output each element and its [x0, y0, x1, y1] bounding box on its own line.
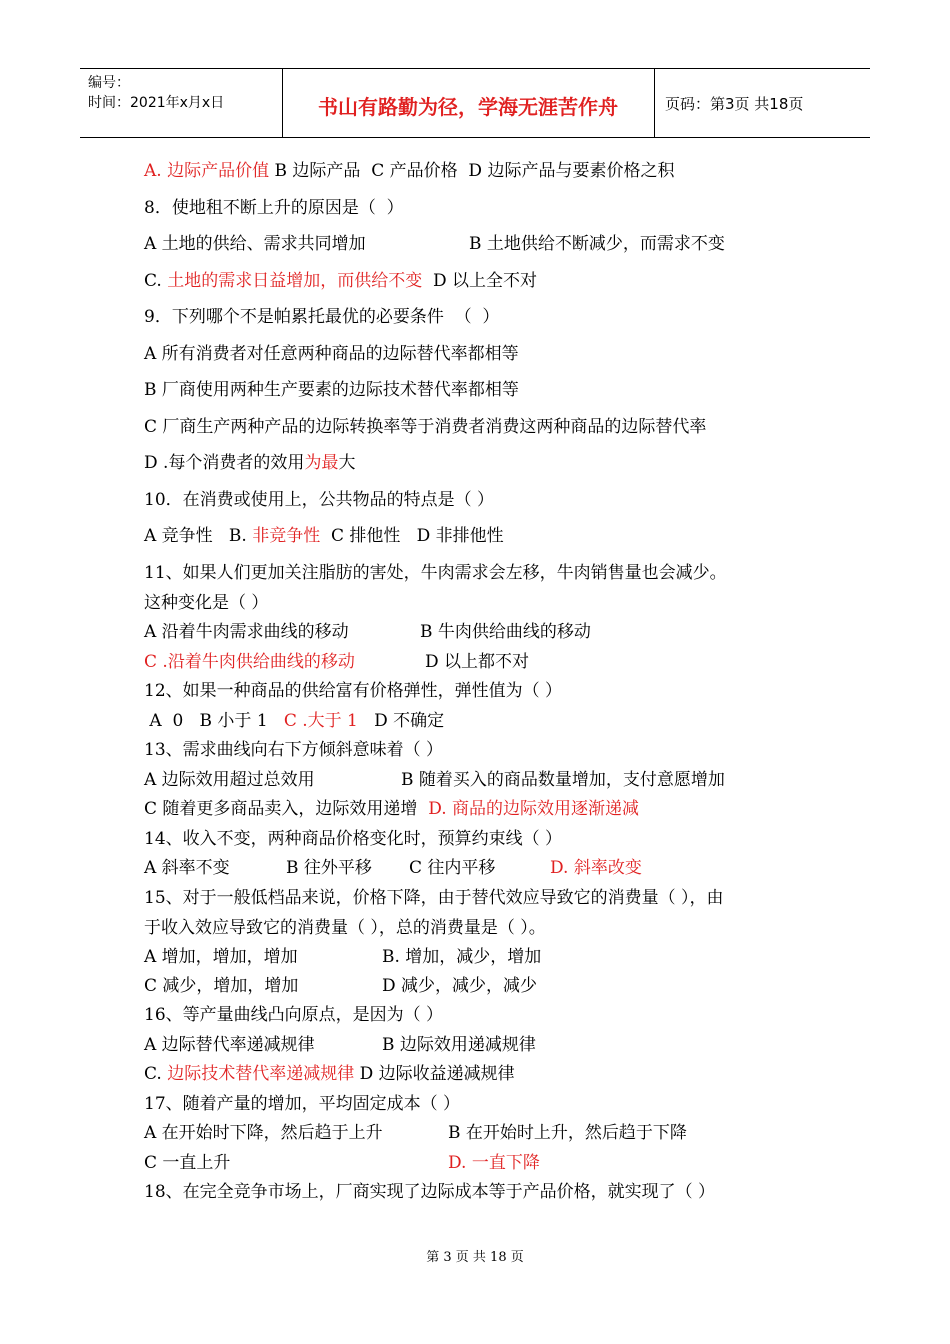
text-line [144, 562, 727, 584]
document-number-label: 编号： [88, 75, 130, 91]
line-text: B 边际效用递减规律 [382, 1035, 536, 1055]
text-line [144, 416, 706, 438]
answer-text: D. 商品的边际效用逐渐递减 [428, 799, 640, 819]
line-text: D 减少，减少，减少 [382, 976, 538, 996]
text-line [144, 710, 444, 732]
line-text: C 一直上升 [144, 1153, 231, 1173]
page-footer: 第 3 页 共 18 页 [426, 1250, 524, 1265]
line-text: 10．在消费或使用上，公共物品的特点是（ ） [144, 490, 495, 510]
line-text: A 边际替代率递减规律 [144, 1035, 315, 1055]
text-line [144, 1122, 687, 1144]
line-text: D 不确定 [357, 711, 445, 731]
line-text: 14、收入不变，两种商品价格变化时，预算约束线（ ） [144, 829, 563, 849]
text-line [144, 1181, 715, 1203]
line-text: 13、需求曲线向右下方倾斜意味着（ ） [144, 740, 444, 760]
text-line [144, 1063, 515, 1085]
line-text: C. [144, 1064, 168, 1084]
line-text: B 在开始时上升，然后趋于下降 [448, 1123, 687, 1143]
line-text: A 斜率不变 [144, 858, 230, 878]
line-text: A 所有消费者对任意两种商品的边际替代率都相等 [144, 344, 519, 364]
answer-text: 非竞争性 [252, 526, 321, 546]
line-text: A 竞争性 B. [144, 526, 253, 546]
header-meta [88, 73, 224, 113]
line-text: 8．使地租不断上升的原因是（ ） [144, 198, 404, 218]
text-line [144, 887, 724, 909]
line-text: 15、对于一般低档品来说，价格下降，由于替代效应导致它的消费量（ ），由 [144, 888, 724, 908]
line-text: A 沿着牛肉需求曲线的移动 [144, 622, 349, 642]
line-text: C 厂商生产两种产品的边际转换率等于消费者消费这两种商品的边际替代率 [144, 417, 707, 437]
line-text: C 随着更多商品卖入，边际效用递增 [144, 799, 429, 819]
text-line [144, 917, 546, 939]
line-text: C 往内平移 [409, 858, 496, 878]
answer-text: A. 边际产品价值 [144, 161, 270, 181]
text-line [144, 798, 639, 820]
line-text: A 在开始时下降，然后趋于上升 [144, 1123, 383, 1143]
answer-text: 为最 [304, 453, 339, 473]
text-line [144, 489, 494, 511]
line-text: 大 [338, 453, 356, 473]
line-text: B 往外平移 [286, 858, 372, 878]
header-divider [654, 69, 655, 137]
text-line [144, 1152, 540, 1174]
text-line [144, 452, 355, 474]
text-line [144, 306, 499, 328]
text-line [144, 379, 519, 401]
text-line [144, 739, 443, 761]
line-text: 9．下列哪个不是帕累托最优的必要条件 （ ） [144, 307, 500, 327]
line-text: 11、如果人们更加关注脂肪的害处，牛肉需求会左移，牛肉销售量也会减少。 [144, 563, 727, 583]
line-text: A 边际效用超过总效用 [144, 770, 315, 790]
line-text: A 0 B 小于 1 [144, 711, 284, 731]
answer-text: C .沿着牛肉供给曲线的移动 [144, 652, 355, 672]
text-line [144, 197, 404, 219]
text-line [144, 946, 542, 968]
answer-text: 土地的需求日益增加，而供给不变 [167, 271, 423, 291]
text-line [144, 1004, 443, 1026]
answer-text: 边际技术替代率递减规律 [167, 1064, 355, 1084]
line-text: B 随着买入的商品数量增加，支付意愿增加 [401, 770, 725, 790]
line-text: 17、随着产量的增加，平均固定成本（ ） [144, 1094, 461, 1114]
text-line [144, 975, 538, 997]
line-text: C 排他性 D 非排他性 [320, 526, 504, 546]
line-text: 这种变化是（ ） [144, 593, 269, 613]
text-line [144, 343, 519, 365]
line-text: 18、在完全竞争市场上，厂商实现了边际成本等于产品价格，就实现了（ ） [144, 1182, 716, 1202]
line-text: C 减少，增加，增加 [144, 976, 299, 996]
text-line [144, 525, 504, 547]
line-text: B 厂商使用两种生产要素的边际技术替代率都相等 [144, 380, 519, 400]
line-text: A 土地的供给、需求共同增加 [144, 234, 366, 254]
line-text: B. 增加，减少，增加 [382, 947, 542, 967]
line-text: D 以上全不对 [422, 271, 538, 291]
answer-text: D. 斜率改变 [550, 858, 642, 878]
line-text: 16、等产量曲线凸向原点，是因为（ ） [144, 1005, 444, 1025]
text-line [144, 680, 562, 702]
line-text: B 边际产品 C 产品价格 D 边际产品与要素价格之积 [269, 161, 675, 181]
answer-text: D. 一直下降 [448, 1153, 540, 1173]
text-line [144, 857, 642, 879]
text-line [144, 621, 591, 643]
line-text: 于收入效应导致它的消费量（ ），总的消费量是（ ）。 [144, 918, 546, 938]
document-time-label: 时间：2021年x月x日 [88, 95, 225, 111]
line-text: D 以上都不对 [425, 652, 530, 672]
text-line [144, 1093, 460, 1115]
text-line [144, 828, 562, 850]
text-line [144, 1034, 536, 1056]
text-line [144, 233, 725, 255]
line-text: D .每个消费者的效用 [144, 453, 305, 473]
line-text: B 牛肉供给曲线的移动 [420, 622, 591, 642]
text-line [144, 160, 674, 182]
header-page-info: 页码：第3页 共18页 [665, 95, 804, 113]
line-text: A 增加，增加，增加 [144, 947, 298, 967]
line-text: 12、如果一种商品的供给富有价格弹性，弹性值为（ ） [144, 681, 563, 701]
text-line [144, 270, 537, 292]
line-text: B 土地供给不断减少，而需求不变 [469, 234, 725, 254]
page-header [80, 68, 870, 138]
line-text: C. [144, 271, 168, 291]
text-line [144, 769, 725, 791]
answer-text: C .大于 1 [283, 711, 358, 731]
header-motto: 书山有路勤为径，学海无涯苦作舟 [318, 95, 618, 119]
text-line [144, 592, 268, 614]
text-line [144, 651, 530, 673]
line-text: D 边际收益递减规律 [354, 1064, 515, 1084]
